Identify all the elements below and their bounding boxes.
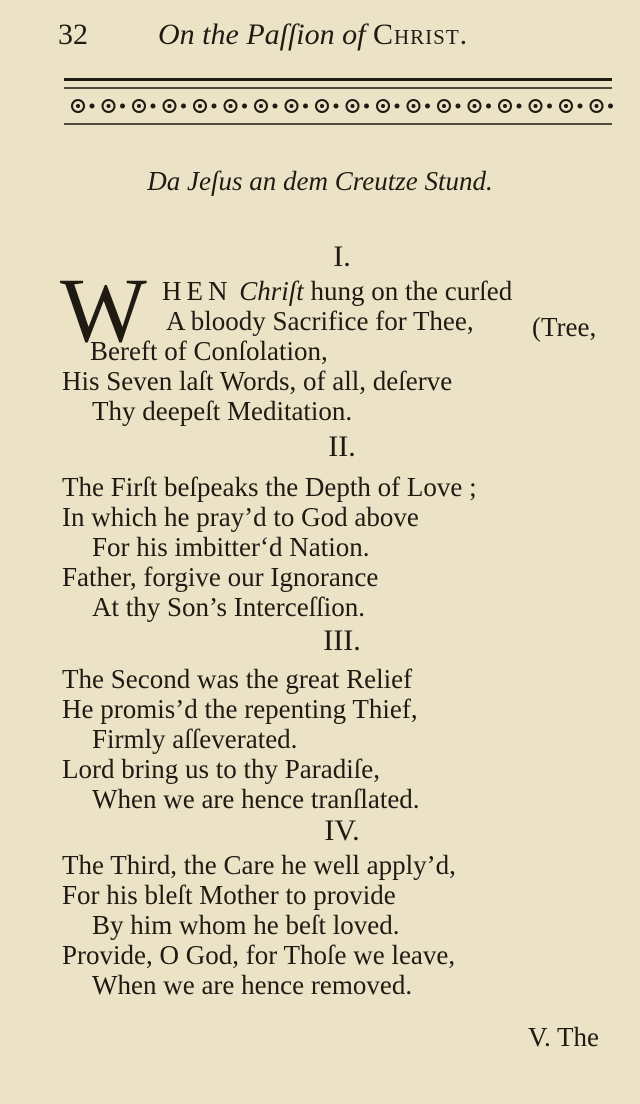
page-header [58,14,618,54]
verse-line-start: HEN [162,276,233,306]
verse-line-emphasis: Chriſt [239,276,304,306]
verse-line: Firmly aſſeverated. [92,724,298,754]
drop-cap: W [60,259,147,361]
verse-line: When we are hence tranſlated. [92,784,420,814]
running-title-text: On the Paſſion of [158,18,373,51]
section-numeral-1: I. [333,240,351,273]
verse-line-turnover: (Tree, [532,312,597,342]
verse-line: By him whom he beſt loved. [92,910,400,940]
verse-line: At thy Son’s Interceſſion. [92,592,365,622]
verse-line: The Third, the Care he well apply’d, [62,850,456,880]
page-number: 32 [58,18,88,51]
verse-line: The Firſt beſpeaks the Depth of Love ; [62,472,477,502]
running-title [158,18,468,52]
verse-line [162,276,512,307]
running-title-caps: Christ. [372,18,469,51]
verse-line: In which he pray’d to God above [62,502,419,532]
verse-line: Bereft of Conſolation, [90,336,328,366]
verse-line: The Second was the great Relief [62,664,413,694]
verse-line-rest: hung on the curſed [303,276,513,306]
verse-line: For his imbitter‘d Nation. [92,532,370,562]
verse-line: For his bleſt Mother to provide [62,880,396,910]
ornament-band-icon [60,84,616,128]
section-numeral-2: II. [328,430,356,463]
section-numeral-4: IV. [324,814,360,847]
verse-line: Father, forgive our Ignorance [62,562,379,592]
catchword: V. The [528,1022,600,1052]
verse-line: Thy deepeſt Meditation. [92,396,353,426]
verse-line: Provide, O God, for Thoſe we leave, [62,940,456,970]
verse-line: He promis’d the repenting Thief, [62,694,418,724]
verse-line: Lord bring us to thy Paradiſe, [62,754,380,784]
hymn-title: Da Jeſus an dem Creutze Stund. [147,166,493,196]
verse-line: When we are hence removed. [92,970,413,1000]
header-rule [64,78,612,81]
section-numeral-3: III. [323,624,361,657]
verse-line: His Seven laſt Words, of all, deſerve [62,366,453,396]
verse-line: A bloody Sacrifice for Thee, [166,306,474,336]
